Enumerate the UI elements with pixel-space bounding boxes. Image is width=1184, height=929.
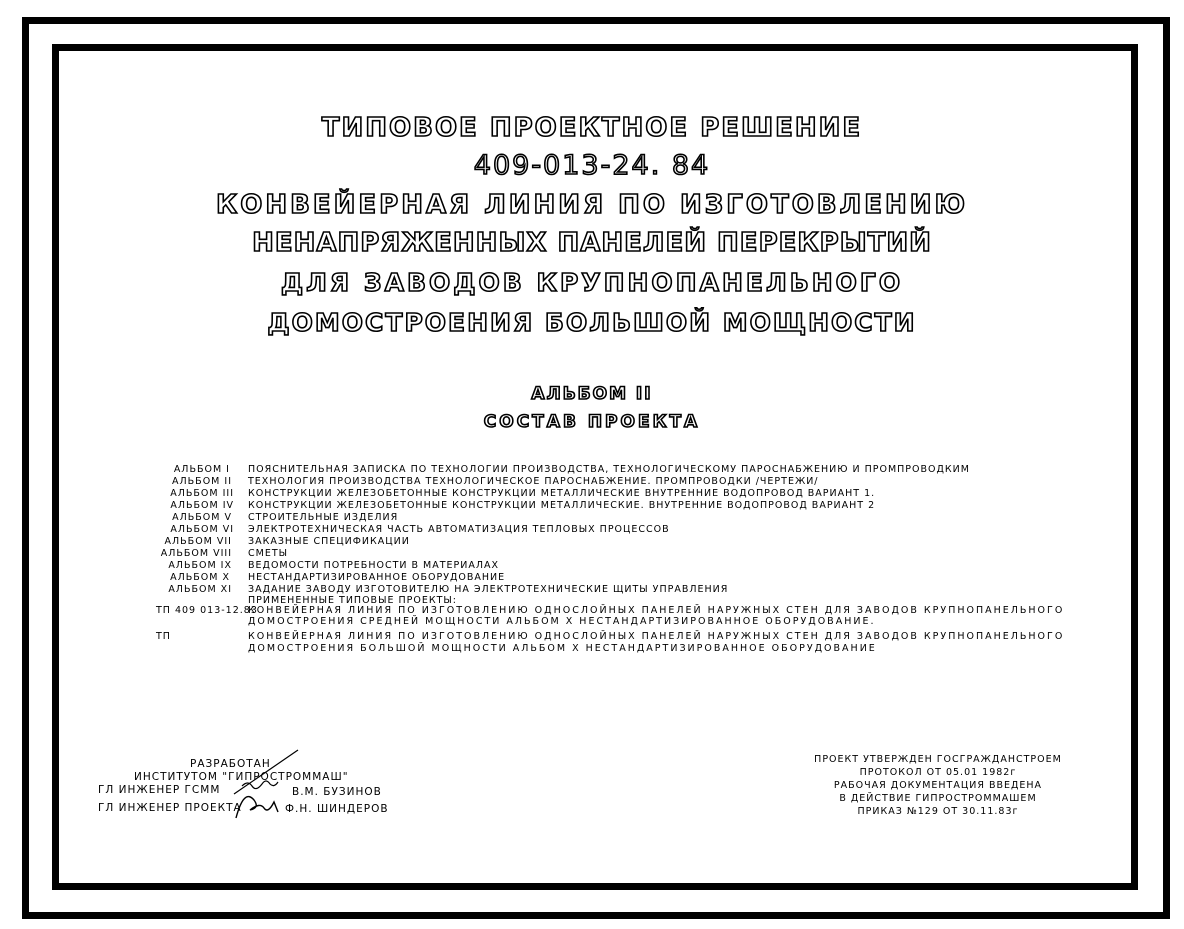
title-line-4: НЕНАПРЯЖЕННЫХ ПАНЕЛЕЙ ПЕРЕКРЫТИЙ (252, 228, 932, 258)
album-heading: АЛЬБОМ II (531, 384, 653, 404)
album-text: СТРОИТЕЛЬНЫЕ ИЗДЕЛИЯ (248, 512, 399, 523)
album-text: ЗАКАЗНЫЕ СПЕЦИФИКАЦИИ (248, 536, 410, 547)
album-label: АЛЬБОМ V (172, 512, 232, 523)
project-number: 409-013-24. 84 (473, 150, 711, 181)
album-text: ВЕДОМОСТИ ПОТРЕБНОСТИ В МАТЕРИАЛАХ (248, 560, 500, 571)
album-label: АЛЬБОМ VI (170, 524, 234, 535)
tp-label: ТП 409 013-12.83 (156, 605, 258, 616)
title-line-3: КОНВЕЙЕРНАЯ ЛИНИЯ ПО ИЗГОТОВЛЕНИЮ (215, 190, 969, 220)
album-text: КОНСТРУКЦИИ ЖЕЛЕЗОБЕТОННЫЕ КОНСТРУКЦИИ МЕТАЛЛИЧЕСКИЕ. ВНУТРЕННИЕ ВОДОПРОВОД ВАРИАНТ 2 (248, 500, 876, 511)
album-text: СМЕТЫ (248, 548, 289, 559)
album-label: АЛЬБОМ X (170, 572, 230, 583)
tp-text: ДОМОСТРОЕНИЯ БОЛЬШОЙ МОЩНОСТИ АЛЬБОМ X НЕСТАНДАРТИЗИРОВАННОЕ ОБОРУДОВАНИЕ (248, 643, 877, 654)
chief-engineer-name: В.М. БУЗИНОВ (292, 786, 382, 798)
tp-text: КОНВЕЙЕРНАЯ ЛИНИЯ ПО ИЗГОТОВЛЕНИЮ ОДНОСЛОЙНЫХ ПАНЕЛЕЙ НАРУЖНЫХ СТЕН ДЛЯ ЗАВОДОВ КРУПНОПАНЕЛЬНОГО (248, 631, 1065, 642)
signature-image (230, 746, 310, 822)
approval-line-3: РАБОЧАЯ ДОКУМЕНТАЦИЯ ВВЕДЕНА (833, 780, 1043, 791)
project-engineer-label: ГЛ ИНЖЕНЕР ПРОЕКТА (98, 802, 242, 814)
composition-heading: СОСТАВ ПРОЕКТА (483, 412, 701, 432)
developed-institute: ИНСТИТУТОМ "ГИПРОСТРОММАШ" (134, 771, 349, 783)
album-label: АЛЬБОМ IX (168, 560, 232, 571)
developed-label: РАЗРАБОТАН (190, 758, 271, 770)
album-label: АЛЬБОМ I (173, 464, 230, 475)
album-label: АЛЬБОМ VII (164, 536, 232, 547)
album-label: АЛЬБОМ III (170, 488, 234, 499)
album-label: АЛЬБОМ II (172, 476, 232, 487)
title-line-6: ДОМОСТРОЕНИЯ БОЛЬШОЙ МОЩНОСТИ (267, 308, 917, 337)
album-label: АЛЬБОМ XI (168, 584, 232, 595)
chief-engineer-label: ГЛ ИНЖЕНЕР ГСММ (98, 784, 221, 796)
album-text: ЗАДАНИЕ ЗАВОДУ ИЗГОТОВИТЕЛЮ НА ЭЛЕКТРОТЕХНИЧЕСКИЕ ЩИТЫ УПРАВЛЕНИЯ (248, 584, 729, 595)
approval-line-5: ПРИКАЗ №129 ОТ 30.11.83г (857, 806, 1019, 817)
applied-header-text: ПРИМЕНЕННЫЕ ТИПОВЫЕ ПРОЕКТЫ: (248, 595, 457, 606)
album-text: НЕСТАНДАРТИЗИРОВАННОЕ ОБОРУДОВАНИЕ (248, 572, 506, 583)
album-text: КОНСТРУКЦИИ ЖЕЛЕЗОБЕТОННЫЕ КОНСТРУКЦИИ МЕТАЛЛИЧЕСКИЕ ВНУТРЕННИЕ ВОДОПРОВОД ВАРИАНТ 1. (248, 488, 876, 499)
project-engineer-name: Ф.Н. ШИНДЕРОВ (285, 803, 389, 815)
album-text: ПОЯСНИТЕЛЬНАЯ ЗАПИСКА ПО ТЕХНОЛОГИИ ПРОИЗВОДСТВА, ТЕХНОЛОГИЧЕСКОМУ ПАРОСНАБЖЕНИЮ И ПРОМПРОВОДКИМ (248, 464, 970, 475)
approval-line-1: ПРОЕКТ УТВЕРЖДЕН ГОСГРАЖДАНСТРОЕМ (814, 754, 1062, 765)
album-text: ЭЛЕКТРОТЕХНИЧЕСКАЯ ЧАСТЬ АВТОМАТИЗАЦИЯ ТЕПЛОВЫХ ПРОЦЕССОВ (248, 524, 670, 535)
tp-text: ДОМОСТРОЕНИЯ СРЕДНЕЙ МОЩНОСТИ АЛЬБОМ X НЕСТАНДАРТИЗИРОВАННОЕ ОБОРУДОВАНИЕ. (248, 616, 876, 627)
title-line-5: ДЛЯ ЗАВОДОВ КРУПНОПАНЕЛЬНОГО (280, 268, 904, 297)
tp-text: КОНВЕЙЕРНАЯ ЛИНИЯ ПО ИЗГОТОВЛЕНИЮ ОДНОСЛОЙНЫХ ПАНЕЛЕЙ НАРУЖНЫХ СТЕН ДЛЯ ЗАВОДОВ КРУПНОПАНЕЛЬНОГО (248, 605, 1065, 616)
tp-label: ТП (156, 631, 171, 642)
title-line-1: ТИПОВОЕ ПРОЕКТНОЕ РЕШЕНИЕ (321, 113, 863, 143)
approval-line-2: ПРОТОКОЛ ОТ 05.01 1982г (859, 767, 1017, 778)
album-text: ТЕХНОЛОГИЯ ПРОИЗВОДСТВА ТЕХНОЛОГИЧЕСКОЕ ПАРОСНАБЖЕНИЕ. ПРОМПРОВОДКИ /ЧЕРТЕЖИ/ (248, 476, 819, 487)
album-label: АЛЬБОМ VIII (160, 548, 232, 559)
approval-line-4: В ДЕЙСТВИЕ ГИПРОСТРОММАШЕМ (839, 793, 1037, 804)
album-label: АЛЬБОМ IV (170, 500, 234, 511)
